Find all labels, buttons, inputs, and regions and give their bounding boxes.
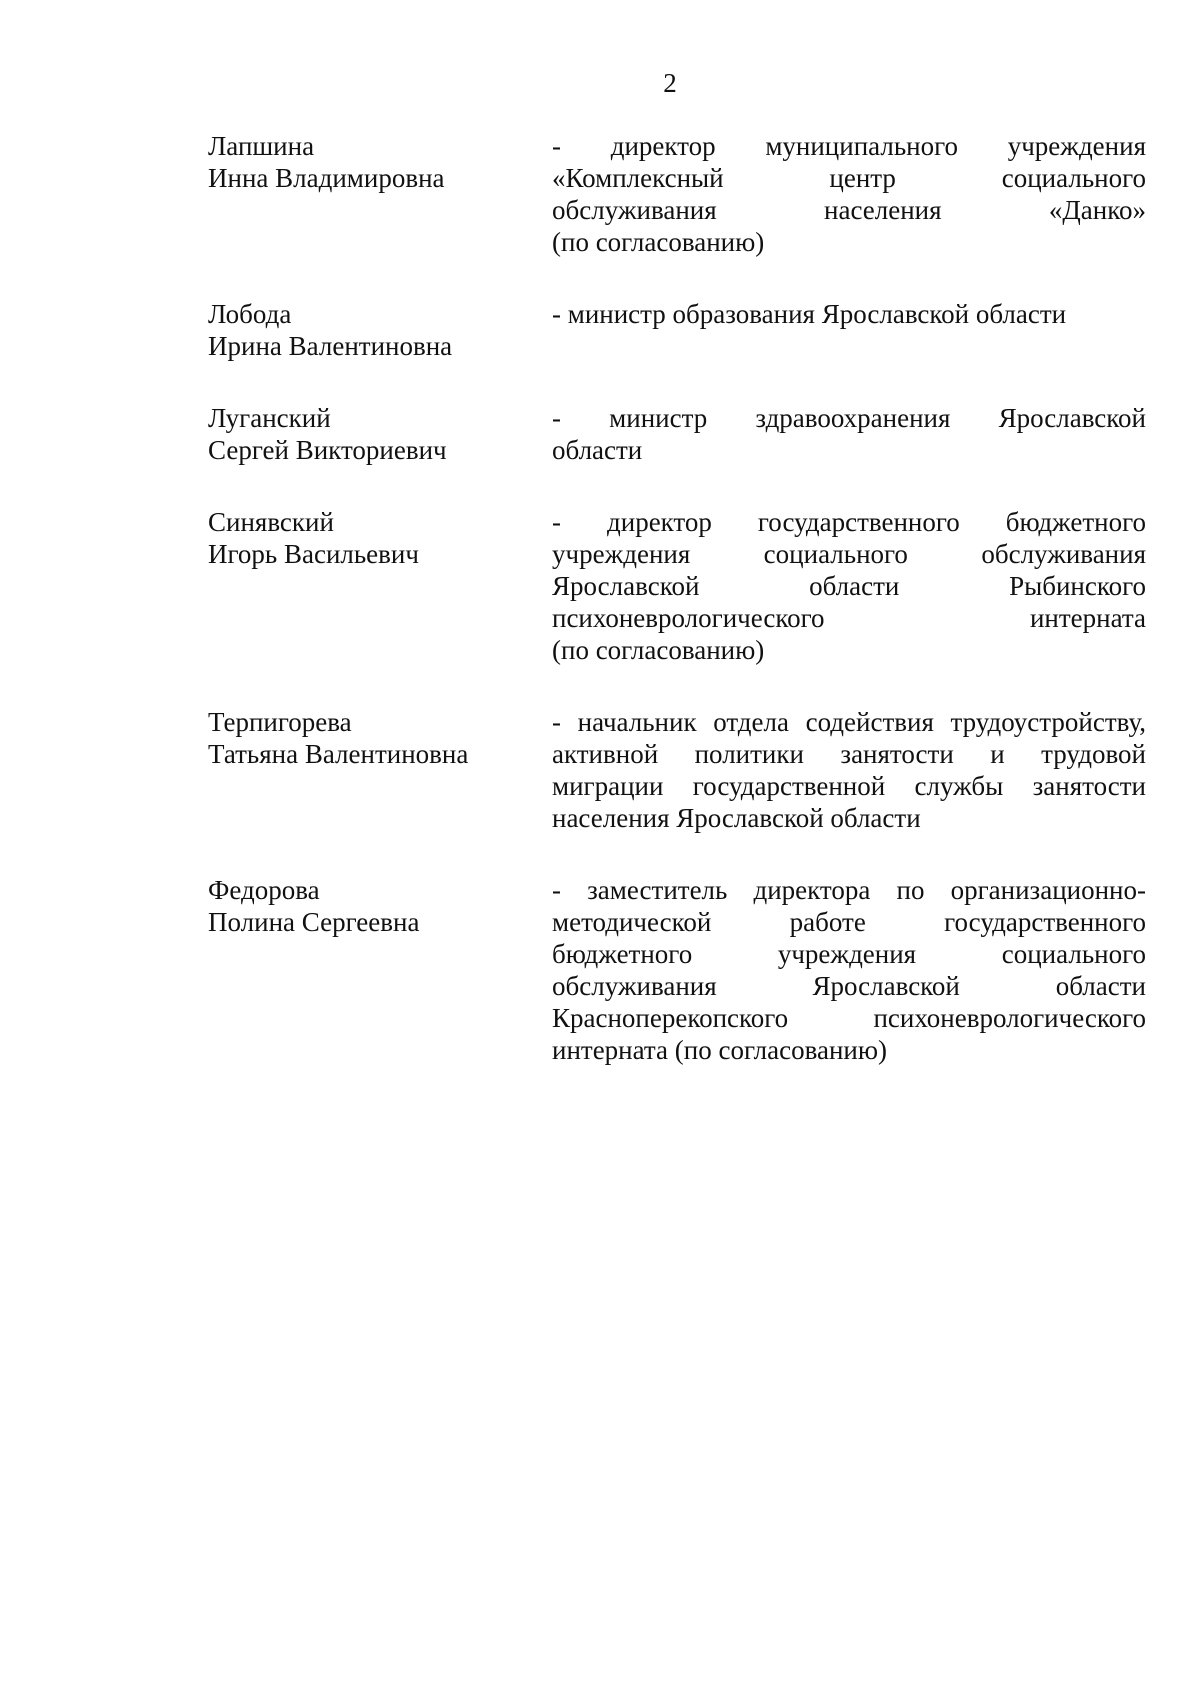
member-role-line: области <box>552 435 643 465</box>
member-name <box>208 130 552 258</box>
member-role-line: методической работе государственного <box>552 907 1146 937</box>
member-name <box>208 874 552 1066</box>
member-role-line: активной политики занятости и трудовой <box>552 739 1146 769</box>
member-role-line: (по согласованию) <box>552 227 765 257</box>
member-entry <box>208 706 1146 834</box>
member-entry <box>208 402 1146 466</box>
member-entry <box>208 130 1146 258</box>
member-given-names: Ирина Валентиновна <box>208 331 453 361</box>
members-list <box>208 130 1146 1066</box>
member-surname: Луганский <box>208 403 331 433</box>
member-role <box>552 130 1146 258</box>
member-role-line: - министр здравоохранения Ярославской <box>552 403 1146 433</box>
member-given-names: Полина Сергеевна <box>208 907 420 937</box>
member-surname: Лобода <box>208 299 292 329</box>
page-number: 2 <box>663 68 677 98</box>
member-name <box>208 506 552 666</box>
member-entry <box>208 298 1146 362</box>
member-role-line: Ярославской области Рыбинского <box>552 571 1146 601</box>
member-role-line: - директор муниципального учреждения <box>552 131 1146 161</box>
member-role <box>552 402 1146 466</box>
member-role-line: - директор государственного бюджетного <box>552 507 1146 537</box>
member-given-names: Инна Владимировна <box>208 163 445 193</box>
member-name <box>208 298 552 362</box>
member-role-line: обслуживания населения «Данко» <box>552 195 1146 225</box>
member-role-line: психоневрологического интерната <box>552 603 1146 633</box>
member-role <box>552 506 1146 666</box>
member-role-line: миграции государственной службы занятости <box>552 771 1146 801</box>
member-surname: Синявский <box>208 507 334 537</box>
member-role-line: обслуживания Ярославской области <box>552 971 1146 1001</box>
member-surname: Терпигорева <box>208 707 352 737</box>
member-entry <box>208 506 1146 666</box>
member-role <box>552 298 1146 362</box>
member-role-line: бюджетного учреждения социального <box>552 939 1146 969</box>
member-role-line: интерната (по согласованию) <box>552 1035 888 1065</box>
member-entry <box>208 874 1146 1066</box>
member-role-line: - министр образования Ярославской области <box>552 299 1067 329</box>
member-surname: Федорова <box>208 875 320 905</box>
member-surname: Лапшина <box>208 131 315 161</box>
member-name <box>208 402 552 466</box>
member-role <box>552 706 1146 834</box>
member-name <box>208 706 552 834</box>
member-role-line: «Комплексный центр социального <box>552 163 1146 193</box>
member-given-names: Сергей Викториевич <box>208 435 447 465</box>
member-role-line: - начальник отдела содействия трудоустройству, <box>552 707 1146 737</box>
member-role-line: учреждения социального обслуживания <box>552 539 1146 569</box>
member-role-line: (по согласованию) <box>552 635 765 665</box>
member-given-names: Татьяна Валентиновна <box>208 739 469 769</box>
member-role-line: населения Ярославской области <box>552 803 921 833</box>
member-role-line: Краснoперекопского психоневрологического <box>552 1003 1146 1033</box>
member-role-line: - заместитель директора по организационно- <box>552 875 1146 905</box>
member-role <box>552 874 1146 1066</box>
member-given-names: Игорь Васильевич <box>208 539 419 569</box>
